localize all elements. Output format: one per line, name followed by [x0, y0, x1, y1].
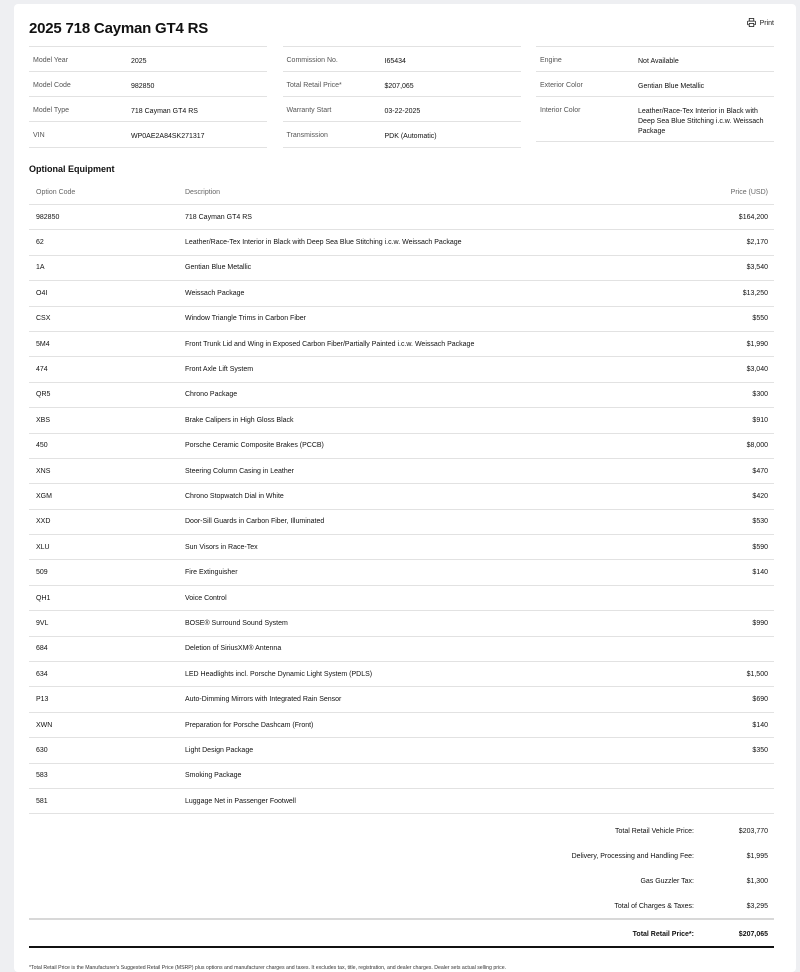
- table-row: [29, 687, 774, 712]
- price-cell: $350: [752, 746, 768, 754]
- totals-section: [29, 819, 774, 919]
- description-cell: Weissach Package: [185, 289, 245, 297]
- price-cell: $550: [752, 315, 768, 323]
- spec-row: [536, 46, 774, 71]
- total-label: Delivery, Processing and Handling Fee:: [571, 853, 694, 860]
- price-cell: $530: [752, 518, 768, 526]
- price-cell: $1,990: [746, 340, 768, 348]
- header-option-code: Option Code: [36, 189, 76, 196]
- table-row: [29, 789, 774, 814]
- option-code-cell: 5M4: [36, 340, 50, 348]
- table-row: [29, 764, 774, 789]
- description-cell: Front Axle Lift System: [185, 366, 254, 374]
- spec-value: 2025: [131, 58, 147, 65]
- price-cell: $8,000: [746, 442, 768, 450]
- option-code-cell: XGM: [36, 492, 52, 500]
- description-cell: Chrono Package: [185, 391, 238, 399]
- price-cell: $910: [752, 416, 768, 424]
- spec-label: Transmission: [286, 132, 328, 139]
- spec-label: Commission No.: [286, 57, 338, 64]
- spec-value: PDK (Automatic): [384, 133, 437, 140]
- description-cell: Front Trunk Lid and Wing in Exposed Carbon Fiber/Partially Painted i.c.w. Weissach Package: [185, 340, 475, 348]
- option-code-cell: 630: [36, 746, 48, 754]
- total-row: [29, 894, 774, 919]
- spec-label: Model Code: [33, 82, 71, 89]
- specs-column-3: [536, 46, 774, 148]
- print-label: Print: [759, 20, 774, 27]
- printer-icon: [747, 18, 756, 29]
- spec-value: $207,065: [384, 83, 414, 90]
- vehicle-specs: [29, 46, 774, 148]
- table-row: [29, 281, 774, 306]
- option-code-cell: 982850: [36, 213, 60, 221]
- table-row: [29, 484, 774, 509]
- description-cell: Door-Sill Guards in Carbon Fiber, Illuminated: [185, 518, 325, 526]
- option-code-cell: XXD: [36, 518, 51, 526]
- table-row: [29, 230, 774, 255]
- window-sticker-card: [14, 4, 796, 972]
- spec-value: 718 Cayman GT4 RS: [131, 108, 198, 115]
- table-row: [29, 586, 774, 611]
- option-code-cell: 62: [36, 239, 44, 247]
- table-row: [29, 713, 774, 738]
- price-cell: $300: [752, 391, 768, 399]
- description-cell: 718 Cayman GT4 RS: [185, 213, 252, 221]
- description-cell: Window Triangle Trims in Carbon Fiber: [185, 315, 306, 323]
- price-cell: $990: [752, 619, 768, 627]
- spec-row: [29, 96, 267, 121]
- spec-row: [283, 71, 521, 96]
- option-code-cell: QH1: [36, 594, 51, 602]
- description-cell: Chrono Stopwatch Dial in White: [185, 492, 284, 500]
- description-cell: Luggage Net in Passenger Footwell: [185, 797, 296, 805]
- table-row: [29, 307, 774, 332]
- spec-label: VIN: [33, 132, 45, 139]
- table-header: [29, 181, 774, 205]
- description-cell: LED Headlights incl. Porsche Dynamic Light System (PDLS): [185, 670, 373, 678]
- spec-value: Leather/Race-Tex Interior in Black with Deep Sea Blue Stitching i.c.w. Weissach Package: [638, 108, 764, 135]
- option-code-cell: 509: [36, 569, 48, 577]
- option-code-cell: CSX: [36, 315, 51, 323]
- table-row: [29, 332, 774, 357]
- spec-value: Gentian Blue Metallic: [638, 83, 705, 90]
- header-description: Description: [185, 189, 221, 196]
- table-row: [29, 459, 774, 484]
- option-code-cell: 9VL: [36, 619, 49, 627]
- table-row: [29, 205, 774, 230]
- option-code-cell: 684: [36, 645, 48, 653]
- spec-label: Warranty Start: [286, 107, 332, 114]
- price-cell: $3,540: [746, 264, 768, 272]
- total-value: $1,300: [746, 878, 768, 885]
- header-price: Price (USD): [730, 189, 768, 196]
- spec-row: [29, 46, 267, 71]
- description-cell: Voice Control: [185, 594, 227, 602]
- total-row: [29, 819, 774, 844]
- spec-row: [536, 71, 774, 96]
- description-cell: Brake Calipers in High Gloss Black: [185, 416, 294, 424]
- description-cell: Fire Extinguisher: [185, 569, 238, 577]
- option-code-cell: 474: [36, 366, 48, 374]
- optional-equipment-table: [29, 181, 774, 814]
- option-code-cell: 583: [36, 772, 48, 780]
- description-cell: Preparation for Porsche Dashcam (Front): [185, 721, 314, 729]
- totals-divider: [29, 918, 774, 920]
- price-cell: $690: [752, 696, 768, 704]
- table-row: [29, 510, 774, 535]
- table-row: [29, 535, 774, 560]
- grand-total-value: $207,065: [738, 930, 768, 938]
- grand-total-row: [29, 922, 774, 946]
- spec-label: Exterior Color: [540, 82, 583, 89]
- total-label: Total of Charges & Taxes:: [614, 903, 694, 910]
- total-value: $3,295: [746, 903, 768, 910]
- price-cell: $3,040: [746, 366, 768, 374]
- price-cell: $470: [752, 467, 768, 475]
- spec-value: Not Available: [638, 58, 679, 65]
- table-body: [29, 205, 774, 814]
- table-row: [29, 611, 774, 636]
- spec-label: Engine: [540, 57, 562, 64]
- description-cell: Light Design Package: [185, 746, 254, 754]
- total-row: [29, 869, 774, 894]
- option-code-cell: QR5: [36, 391, 51, 399]
- spec-label: Total Retail Price*: [286, 82, 342, 89]
- table-row: [29, 256, 774, 281]
- option-code-cell: XNS: [36, 467, 51, 475]
- spec-label: Interior Color: [540, 107, 581, 114]
- table-row: [29, 637, 774, 662]
- total-label: Gas Guzzler Tax:: [640, 878, 694, 885]
- price-cell: $590: [752, 543, 768, 551]
- option-code-cell: P13: [36, 696, 49, 704]
- grand-total-label: Total Retail Price*:: [632, 930, 694, 938]
- total-value: $1,995: [746, 853, 768, 860]
- option-code-cell: XBS: [36, 416, 51, 424]
- spec-row: [283, 121, 521, 148]
- option-code-cell: 581: [36, 797, 48, 805]
- spec-value: 982850: [131, 83, 155, 90]
- price-cell: $13,250: [742, 289, 768, 297]
- description-cell: Smoking Package: [185, 772, 242, 780]
- option-code-cell: XLU: [36, 543, 50, 551]
- total-row: [29, 844, 774, 869]
- table-row: [29, 560, 774, 585]
- total-label: Total Retail Vehicle Price:: [615, 828, 694, 835]
- spec-row: [536, 96, 774, 142]
- page-title: 2025 718 Cayman GT4 RS: [29, 20, 209, 37]
- total-value: $203,770: [738, 828, 768, 835]
- description-cell: Leather/Race-Tex Interior in Black with Deep Sea Blue Stitching i.c.w. Weissach Package: [185, 239, 462, 247]
- description-cell: Gentian Blue Metallic: [185, 264, 252, 272]
- price-cell: $420: [752, 492, 768, 500]
- option-code-cell: 450: [36, 442, 48, 450]
- price-cell: $1,500: [746, 670, 768, 678]
- description-cell: Deletion of SiriusXM® Antenna: [185, 645, 282, 653]
- table-row: [29, 434, 774, 459]
- footnote: *Total Retail Price is the Manufacturer's Suggested Retail Price (MSRP) plus options and manufacturer charges and taxes. It excludes tax, title, registration, and dealer charges. Dealer sets actual selling price.: [29, 965, 507, 971]
- spec-label: Model Year: [33, 57, 69, 64]
- print-button[interactable]: [747, 18, 774, 29]
- spec-row: [283, 96, 521, 121]
- table-row: [29, 738, 774, 763]
- table-row: [29, 662, 774, 687]
- description-cell: Steering Column Casing in Leather: [185, 467, 294, 475]
- optional-equipment-title: Optional Equipment: [29, 164, 115, 174]
- spec-label: Model Type: [33, 107, 70, 114]
- description-cell: Porsche Ceramic Composite Brakes (PCCB): [185, 442, 324, 450]
- vin-value: WP0AE2A84SK271317: [131, 133, 205, 140]
- specs-column-2: [283, 46, 521, 148]
- spec-row: [29, 71, 267, 96]
- price-cell: $164,200: [738, 213, 768, 221]
- specs-column-1: [29, 46, 267, 148]
- option-code-cell: O4I: [36, 289, 48, 297]
- spec-value: I65434: [384, 58, 406, 65]
- description-cell: BOSE® Surround Sound System: [185, 619, 288, 627]
- spec-row: [283, 46, 521, 71]
- option-code-cell: 634: [36, 670, 48, 678]
- price-cell: $2,170: [746, 239, 768, 247]
- description-cell: Auto-Dimming Mirrors with Integrated Rain Sensor: [185, 696, 342, 704]
- spec-value: 03-22-2025: [384, 108, 421, 115]
- table-row: [29, 383, 774, 408]
- option-code-cell: 1A: [36, 264, 45, 272]
- table-row: [29, 357, 774, 382]
- price-cell: $140: [752, 569, 768, 577]
- description-cell: Sun Visors in Race-Tex: [185, 543, 258, 551]
- option-code-cell: XWN: [36, 721, 53, 729]
- grand-total-divider: [29, 946, 774, 948]
- table-row: [29, 408, 774, 433]
- spec-row: [29, 121, 267, 148]
- price-cell: $140: [752, 721, 768, 729]
